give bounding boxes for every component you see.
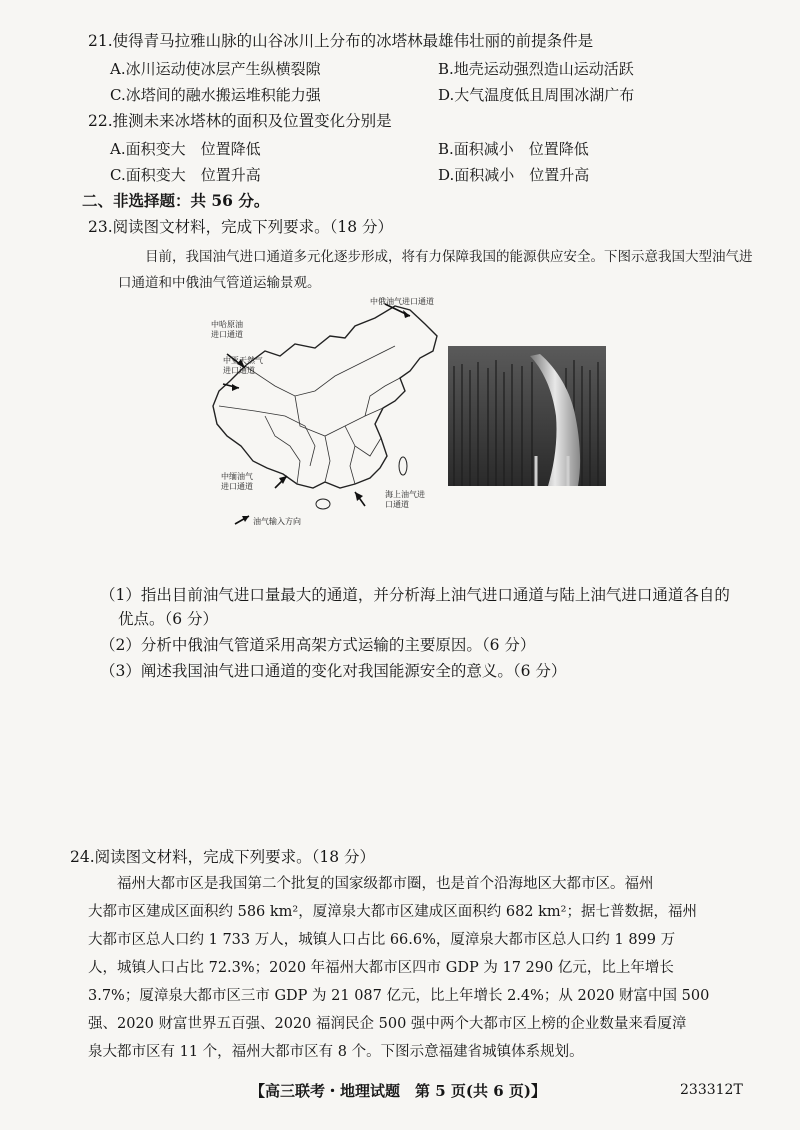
q24-stem: 24.阅读图文材料，完成下列要求。（18 分） xyxy=(70,848,376,866)
pipeline-photo xyxy=(448,346,606,486)
q24-material xyxy=(88,870,748,1066)
q22-option-d: D.面积减小 位置升高 xyxy=(438,166,590,184)
map-legend: 油气输入方向 xyxy=(253,517,301,526)
q23-material: 目前，我国油气进口通道多元化逐步形成，将有力保障我国的能源供应安全。下图示意我国大型油气进口通道和中俄油气管道运输景观。 xyxy=(118,249,753,291)
map-label-central-asia: 中亚天然气进口通道 xyxy=(223,356,263,375)
q21-option-d: D.大气温度低且周围冰湖广布 xyxy=(438,86,635,104)
q21-option-a: A.冰川运动使冰层产生纵横裂隙 xyxy=(110,60,321,78)
map-label-kazakh: 中哈原油进口通道 xyxy=(211,320,243,339)
section-heading: 二、非选择题：共 56 分。 xyxy=(82,191,270,210)
q21-stem: 21.使得青马拉雅山脉的山谷冰川上分布的冰塔林最雄伟壮丽的前提条件是 xyxy=(88,32,594,50)
q24-line: 强、2020 财富世界五百强、2020 福润民企 500 强中两个大都市区上榜的企业数量来看厦漳 xyxy=(88,1016,687,1032)
q21-option-b: B.地壳运动强烈造山运动活跃 xyxy=(438,60,634,78)
pipeline-image xyxy=(448,346,606,486)
q24-line: 福州大都市区是我国第二个批复的国家级都市圈，也是首个沿海地区大都市区。福州 xyxy=(117,876,654,892)
q23-sub2: （2）分析中俄油气管道采用高架方式运输的主要原因。（6 分） xyxy=(100,636,536,654)
q24-line: 泉大都市区有 11 个，福州大都市区有 8 个。下图示意福建省城镇体系规划。 xyxy=(88,1044,584,1060)
q21-option-c: C.冰塔间的融水搬运堆积能力强 xyxy=(110,86,321,104)
q22-stem: 22.推测未来冰塔林的面积及位置变化分别是 xyxy=(88,112,392,130)
page-footer: 【高三联考・地理试题 第 5 页(共 6 页)】 xyxy=(250,1082,546,1100)
q22-option-b: B.面积减小 位置降低 xyxy=(438,140,589,158)
q22-option-c: C.面积变大 位置升高 xyxy=(110,166,261,184)
q23-sub3: （3）阐述我国油气进口通道的变化对我国能源安全的意义。（6 分） xyxy=(100,662,567,680)
q24-line: 人，城镇人口占比 72.3%；2020 年福州大都市区四市 GDP 为 17 290 亿元，比上年增长 xyxy=(88,960,674,976)
q23-stem: 23.阅读图文材料，完成下列要求。（18 分） xyxy=(88,218,394,236)
q23-sub1-line2: 优点。（6 分） xyxy=(118,610,219,628)
map-label-russia: 中俄油气进口通道 xyxy=(370,297,434,306)
q24-line: 大都市区总人口约 1 733 万人，城镇人口占比 66.6%，厦漳泉大都市区总人口约 1 899 万 xyxy=(88,932,676,948)
q24-line: 3.7%；厦漳泉大都市区三市 GDP 为 21 087 亿元，比上年增长 2.4%；从 2020 财富中国 500 xyxy=(88,988,710,1004)
exam-code: 233312T xyxy=(680,1082,743,1098)
q23-sub1-line1: （1）指出目前油气进口量最大的通道，并分析海上油气进口通道与陆上油气进口通道各自的 xyxy=(100,586,730,604)
q24-line: 大都市区建成区面积约 586 km²，厦漳泉大都市区建成区面积约 682 km²；据七普数据，福州 xyxy=(88,904,697,920)
map-label-myanmar: 中缅油气进口通道 xyxy=(221,472,253,491)
map-label-sea: 海上油气进口通道 xyxy=(385,490,425,509)
q22-option-a: A.面积变大 位置降低 xyxy=(110,140,261,158)
